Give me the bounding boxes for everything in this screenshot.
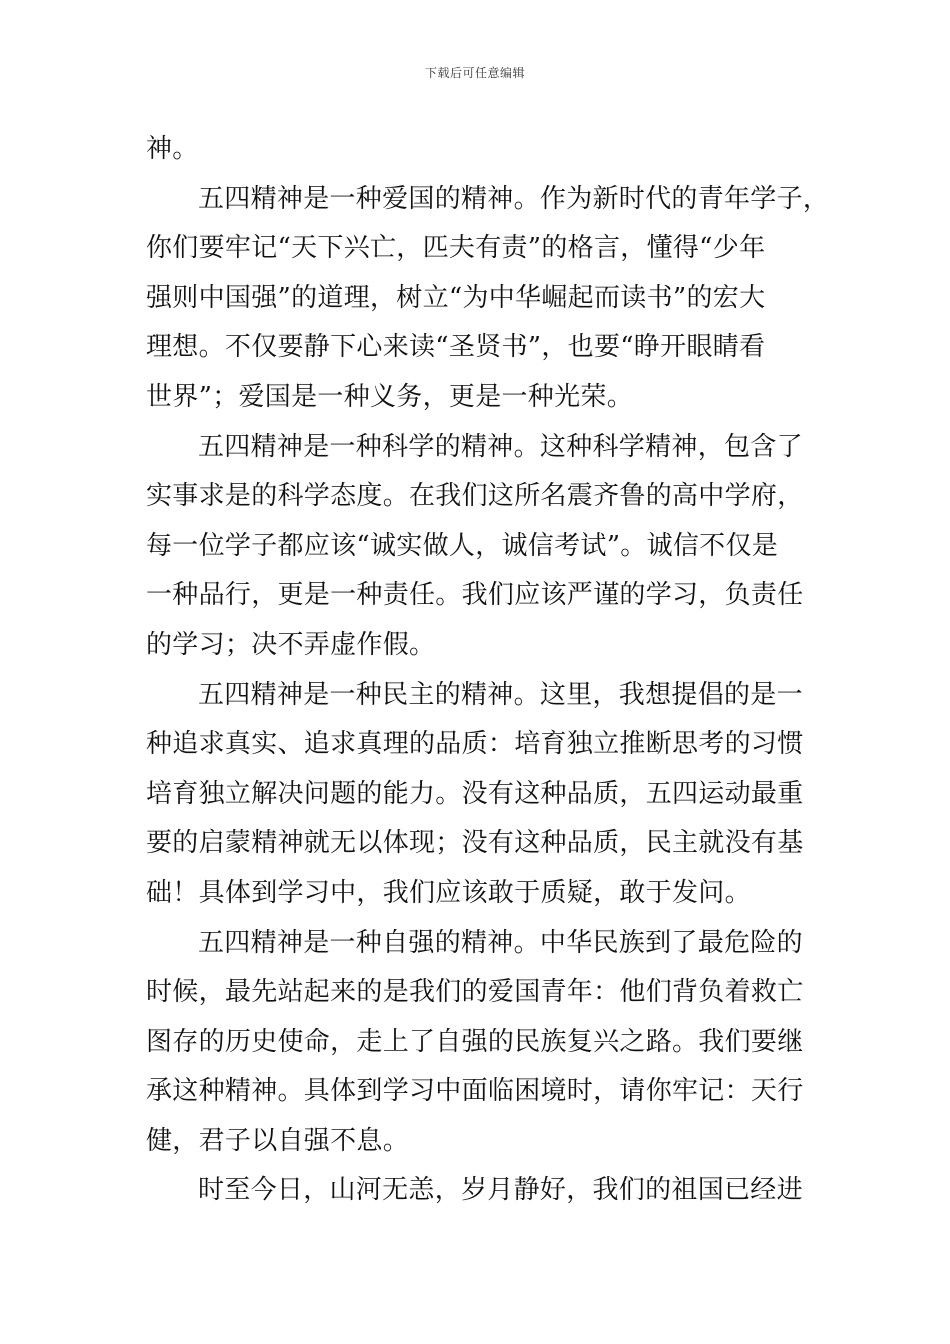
text-line: 图存的历史使命，走上了自强的民族复兴之路。我们要继 (146, 1026, 804, 1057)
paragraph-first-line: 五四精神是一种自强的精神。中华民族到了最危险的 (198, 927, 803, 958)
text-line: 的学习；决不弄虚作假。 (146, 629, 436, 660)
text-line: 时候，最先站起来的是我们的爱国青年：他们背负着救亡 (146, 977, 804, 1008)
paragraph-first-line: 五四精神是一种爱国的精神。作为新时代的青年学子， (198, 183, 830, 214)
text-line: 种追求真实、追求真理的品质：培育独立推断思考的习惯 (146, 729, 804, 760)
page-header: 下载后可任意编辑 (424, 66, 525, 80)
paragraph-first-line: 五四精神是一种科学的精神。这种科学精神，包含了 (198, 431, 803, 462)
text-line: 理想。不仅要静下心来读“圣贤书”，也要“睁开眼睛看 (146, 332, 766, 363)
text-line: 每一位学子都应该“诚实做人，诚信考试”。诚信不仅是 (146, 530, 779, 561)
text-line: 要的启蒙精神就无以体现；没有这种品质，民主就没有基 (146, 828, 804, 859)
text-line: 实事求是的科学态度。在我们这所名震齐鲁的高中学府， (146, 481, 804, 512)
text-line: 承这种精神。具体到学习中面临困境时，请你牢记：天行 (146, 1076, 804, 1107)
paragraph-first-line: 时至今日，山河无恙，岁月静好，我们的祖国已经进 (198, 1175, 803, 1206)
text-line: 健，君子以自强不息。 (146, 1125, 410, 1156)
text-line: 世界”；爱国是一种义务，更是一种光荣。 (146, 381, 633, 412)
text-line: 强则中国强”的道理，树立“为中华崛起而读书”的宏大 (146, 282, 766, 313)
text-line: 培育独立解决问题的能力。没有这种品质，五四运动最重 (146, 778, 804, 809)
paragraph-first-line: 五四精神是一种民主的精神。这里，我想提倡的是一 (198, 679, 803, 710)
text-line: 神。 (146, 134, 199, 164)
body-text (146, 125, 836, 1216)
text-line: 一种品行，更是一种责任。我们应该严谨的学习，负责任 (146, 580, 804, 611)
text-line: 础！具体到学习中，我们应该敢于质疑，敢于发问。 (146, 877, 751, 908)
text-line: 你们要牢记“天下兴亡，匹夫有责”的格言，懂得“少年 (146, 233, 766, 264)
